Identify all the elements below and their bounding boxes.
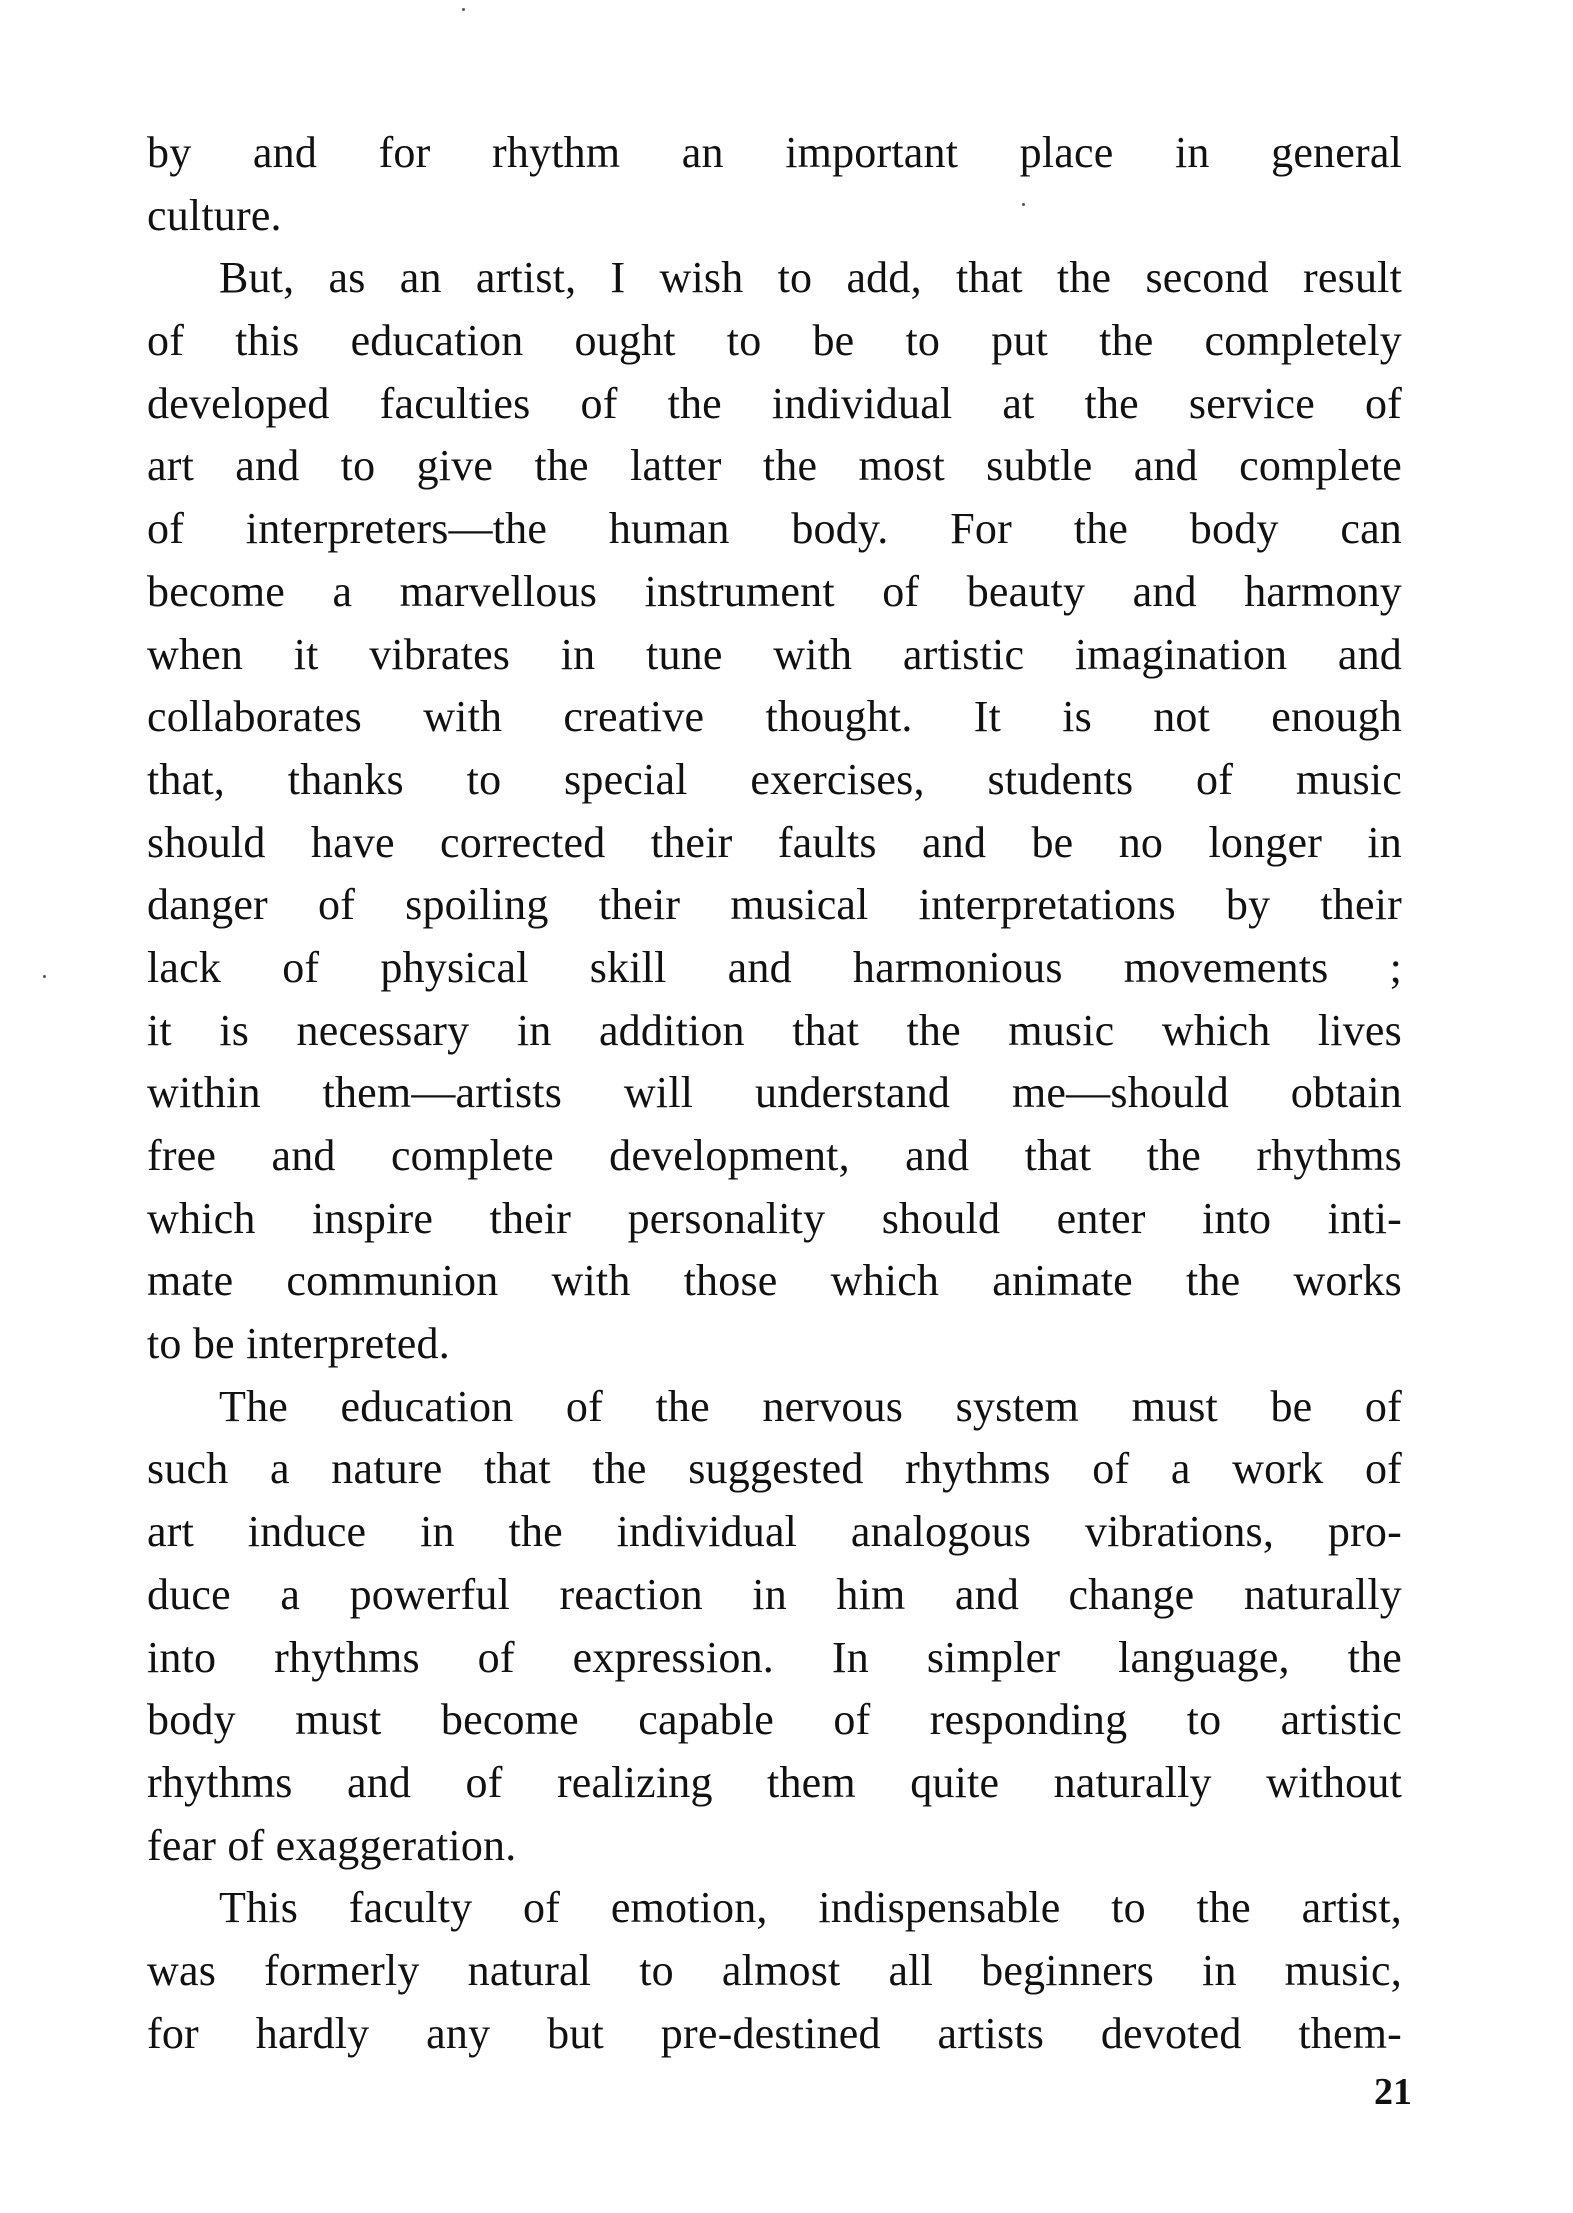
text-line: of this education ought to be to put the completely (147, 316, 1402, 366)
scan-speck (1022, 203, 1025, 206)
text-line: collaborates with creative thought. It is not enough (147, 692, 1402, 742)
text-line: of interpreters—the human body. For the body can (147, 504, 1402, 554)
text-line: such a nature that the suggested rhythms of a work of (147, 1444, 1402, 1494)
text-line: danger of spoiling their musical interpretations by their (147, 880, 1402, 930)
text-line: when it vibrates in tune with artistic imagination and (147, 629, 1402, 679)
text-line: art induce in the individual analogous vibrations, pro- (147, 1507, 1402, 1557)
text-line: mate communion with those which animate the works (147, 1256, 1402, 1306)
text-line: into rhythms of expression. In simpler language, the (147, 1632, 1402, 1682)
text-line: The education of the nervous system must be of (219, 1381, 1402, 1431)
text-line: should have corrected their faults and be no longer in (147, 817, 1402, 867)
text-line: that, thanks to special exercises, students of music (147, 754, 1402, 804)
page-number: 21 (1374, 2071, 1412, 2113)
scan-speck (43, 975, 46, 978)
text-line: This faculty of emotion, indispensable to the artist, (219, 1883, 1402, 1933)
text-line: to be interpreted. (147, 1319, 450, 1369)
text-line: lack of physical skill and harmonious movements ; (147, 942, 1402, 992)
text-line: free and complete development, and that the rhythms (147, 1131, 1402, 1180)
text-line: by and for rhythm an important place in general (147, 128, 1402, 177)
text-line: body must become capable of responding to artistic (147, 1695, 1402, 1745)
body-text (147, 122, 1402, 2065)
text-line: rhythms and of realizing them quite naturally without (147, 1757, 1402, 1807)
text-line: within them—artists will understand me—should obtain (147, 1068, 1402, 1118)
text-line: which inspire their personality should enter into inti- (147, 1193, 1402, 1243)
text-line: culture. (147, 190, 282, 240)
text-line: art and to give the latter the most subtle and complete (147, 441, 1402, 491)
text-line: for hardly any but pre-destined artists devoted them- (147, 2008, 1402, 2058)
text-line: fear of exaggeration. (147, 1820, 517, 1870)
text-line: duce a powerful reaction in him and change naturally (147, 1569, 1402, 1619)
text-line: But, as an artist, I wish to add, that the second result (219, 253, 1402, 303)
text-line: become a marvellous instrument of beauty and harmony (147, 566, 1402, 616)
text-line: it is necessary in addition that the music which lives (147, 1005, 1402, 1055)
text-line: developed faculties of the individual at the service of (147, 378, 1402, 428)
scan-speck (462, 8, 465, 11)
text-line: was formerly natural to almost all beginners in music, (147, 1945, 1402, 1995)
